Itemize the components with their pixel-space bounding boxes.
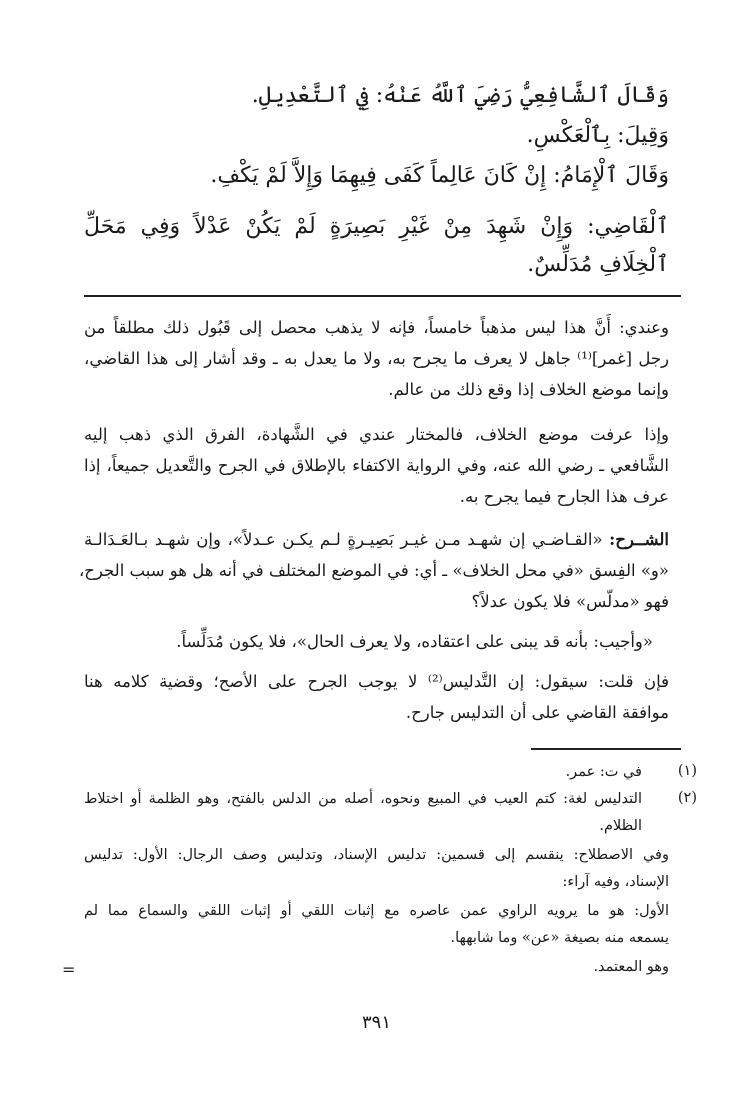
footnote-1-text: في ت: عمر. (565, 764, 642, 780)
footnote-2-number: (٢) (677, 790, 697, 806)
footnote-separator-rule (531, 748, 681, 750)
commentary-p5-line-2: موافقة القاضي على أن التدليس جارح. (405, 703, 669, 722)
commentary-p2-line-3: عرف هذا الجارح فيما يجرح به. (459, 487, 669, 506)
footnote-continuation-mark: = (62, 960, 76, 979)
matn-line-3: وَقَالَ ٱلْإِمَامُ: إِنْ كَانَ عَالِماً كَفَى فِيهِمَا وَإِلاَّ لَمْ يَكْفِ. (210, 163, 669, 188)
commentary-p1-line-3: وإنما موضع الخلاف إذا وقع ذلك من عالم. (388, 380, 669, 399)
footnote-2-line-1: التدليس لغة: كتم العيب في المبيع ونحوه، أصله من الدلس بالفتح، وهو الظلمة أو اختلاط (84, 791, 642, 807)
matn-line-1: وَقَالَ ٱلشَّافِعِيُّ رَضِيَ ٱللَّهُ عَنْهُ: فِي ٱلتَّعْدِيلِ. (251, 83, 669, 108)
footnote-1-number: (١) (677, 763, 697, 779)
commentary-p2-line-2: الشَّافعي ـ رضي الله عنه، وفي الرواية الاكتفاء بالإطلاق في الجرح والتَّعديل جميعاً، إذا (84, 456, 669, 475)
sharh-line-1 (84, 530, 669, 551)
sharh-line-3: فهو «مدلّس» فلا يكون عدلاً؟ (471, 592, 669, 611)
commentary-p2-line-1: وإذا عرفت موضع الخلاف، فالمختار عندي في الشَّهادة، الفرق الذي ذهب إليه (84, 425, 669, 444)
sharh-line-2: «و» الفِسق «في محل الخلاف» ـ أي: في الموضع المختلف في أنه هل هو سبب الجرح، (78, 561, 669, 580)
commentary-p1-line-2: رجل [غمر]⁽¹⁾ جاهل لا يعرف ما يجرح به، ولا ما يعدل به ـ وقد أشار إلى هذا القاضي، (84, 349, 669, 368)
matn-separator-rule (84, 295, 681, 297)
footnote-2-line-2: الظلام. (599, 818, 642, 834)
commentary-p4: «وأجيب: بأنه قد يبنى على اعتقاده، ولا يعرف الحال»، فلا يكون مُدَلِّساً. (176, 632, 653, 651)
footnote-2-line-5: الأول: هو ما يرويه الراوي عمن عاصره مع إثبات اللقي أو إثبات اللقي والسماع مما لم (84, 903, 669, 919)
matn-line-2: وَقِيلَ: بِٱلْعَكْسِ. (526, 123, 669, 148)
commentary-p1-line-1: وعندي: أَنَّ هذا ليس مذهباً خامساً، فإنه لا يذهب محصل إلى قَبُول ذلك مطلقاً من (84, 318, 669, 337)
footnote-2-line-7: وهو المعتمد. (593, 959, 669, 975)
sharh-line-1-text: «القـاضـي إن شهـد مـن غيـر بَصِيـرةٍ لـم يكـن عـدلاً»، وإن شهـد بـالعَـدَالـة (84, 530, 603, 549)
matn-line-5: ٱلْخِلَافِ مُدَلِّسٌ. (527, 252, 669, 277)
commentary-p5-line-1: فإن قلت: سيقول: إن التَّدليس⁽²⁾ لا يوجب الجرح على الأصح؛ وقضية كلامه هنا (84, 672, 669, 691)
footnote-2-line-6: يسمعه منه بصيغة «عن» وما شابهها. (450, 930, 669, 946)
sharh-label: الشــرح: (609, 530, 669, 549)
footnote-2-line-4: الإسناد، وفيه آراء: (562, 874, 669, 890)
matn-line-4: ٱلْقَاضِي: وَإِنْ شَهِدَ مِنْ غَيْرِ بَصِيرَةٍ لَمْ يَكُنْ عَدْلاً وَفِي مَحَلِّ (84, 214, 669, 239)
footnote-2-line-3: وفي الاصطلاح: ينقسم إلى قسمين: تدليس الإسناد، وتدليس وصف الرجال: الأول: تدليس (84, 847, 669, 863)
page-number: ٣٩١ (361, 1012, 391, 1033)
